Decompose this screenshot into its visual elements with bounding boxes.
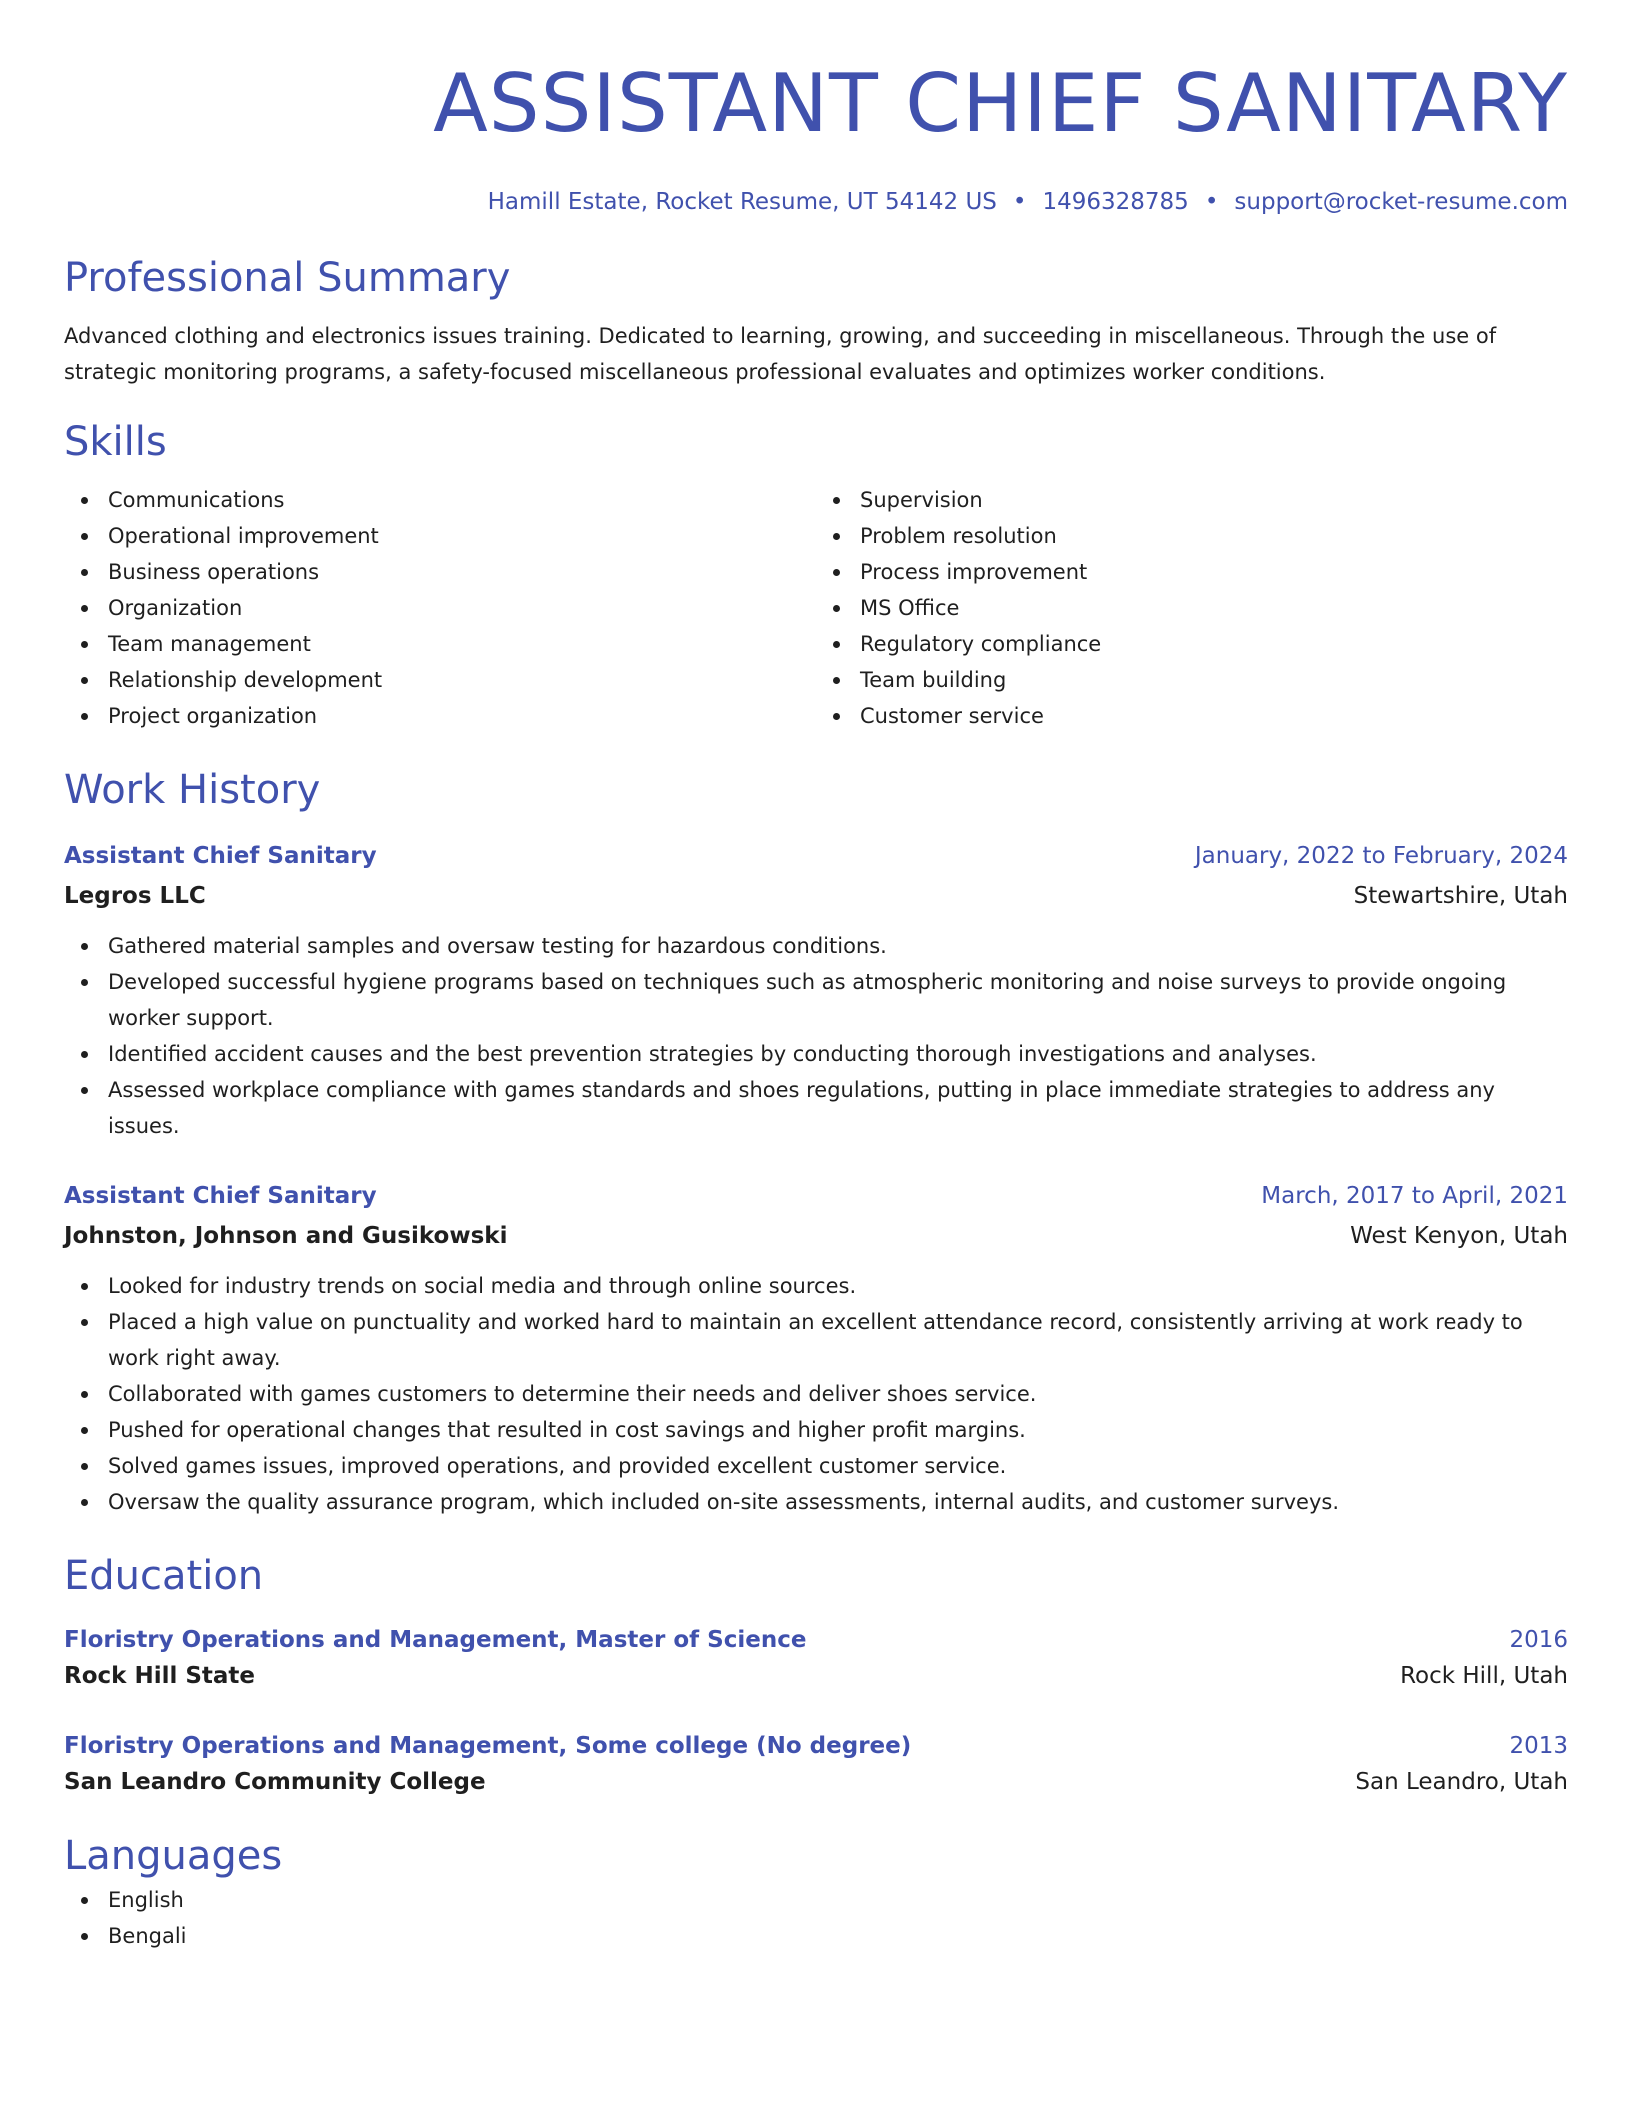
job-dates: March, 2017 to April, 2021 xyxy=(1261,1183,1568,1209)
skill-item: Operational improvement xyxy=(64,518,816,554)
education-entry xyxy=(64,1728,1568,1800)
language-item: Bengali xyxy=(64,1918,1568,1954)
summary-heading: Professional Summary xyxy=(64,255,511,301)
skill-item: Relationship development xyxy=(64,662,816,698)
skill-item: Communications xyxy=(64,482,816,518)
skill-item: Team building xyxy=(816,662,1568,698)
education-school-row xyxy=(64,1658,1568,1694)
languages-heading: Languages xyxy=(64,1833,283,1879)
education-location: Rock Hill, Utah xyxy=(1400,1663,1568,1689)
job-header-row xyxy=(64,838,1568,874)
contact-line xyxy=(64,186,1568,218)
job-company-row xyxy=(64,874,1568,914)
skills-columns xyxy=(64,482,1568,734)
job-bullet: Assessed workplace compliance with games standards and shoes regulations, putting in place immediate strategies to address any issues. xyxy=(64,1072,1568,1144)
skill-item: Business operations xyxy=(64,554,816,590)
job-location: Stewartshire, Utah xyxy=(1353,883,1568,909)
skill-item: MS Office xyxy=(816,590,1568,626)
skill-item: Team management xyxy=(64,626,816,662)
skills-right-list xyxy=(816,482,1568,734)
languages-list xyxy=(64,1882,1568,1954)
job-company: Legros LLC xyxy=(64,883,206,909)
job-bullet: Placed a high value on punctuality and worked hard to maintain an excellent attendance record, consistently arriving at work ready to work right away. xyxy=(64,1304,1568,1376)
job-entry xyxy=(64,838,1568,1144)
job-bullet: Looked for industry trends on social media and through online sources. xyxy=(64,1268,1568,1304)
job-role: Assistant Chief Sanitary xyxy=(64,1183,377,1209)
job-company: Johnston, Johnson and Gusikowski xyxy=(64,1223,508,1249)
education-year: 2016 xyxy=(1509,1627,1568,1653)
education-school-row xyxy=(64,1764,1568,1800)
job-dates: January, 2022 to February, 2024 xyxy=(1194,843,1568,869)
job-bullet: Identified accident causes and the best prevention strategies by conducting thorough investigations and analyses. xyxy=(64,1036,1568,1072)
contact-separator: • xyxy=(1204,189,1219,215)
education-header-row xyxy=(64,1728,1568,1764)
education-heading: Education xyxy=(64,1553,264,1599)
skill-item: Regulatory compliance xyxy=(816,626,1568,662)
skill-item: Problem resolution xyxy=(816,518,1568,554)
job-location: West Kenyon, Utah xyxy=(1350,1223,1568,1249)
skill-item: Organization xyxy=(64,590,816,626)
skill-item: Process improvement xyxy=(816,554,1568,590)
job-bullet: Pushed for operational changes that resulted in cost savings and higher profit margins. xyxy=(64,1412,1568,1448)
education-school: Rock Hill State xyxy=(64,1663,256,1689)
job-bullet: Collaborated with games customers to determine their needs and deliver shoes service. xyxy=(64,1376,1568,1412)
contact-email: support@rocket-resume.com xyxy=(1234,189,1568,215)
skills-heading: Skills xyxy=(64,419,167,465)
skill-item: Project organization xyxy=(64,698,816,734)
work-history-heading: Work History xyxy=(64,767,321,813)
education-entry xyxy=(64,1622,1568,1694)
job-bullets xyxy=(64,928,1568,1144)
education-location: San Leandro, Utah xyxy=(1355,1769,1568,1795)
education-degree: Floristry Operations and Management, Master of Science xyxy=(64,1627,807,1653)
job-bullet: Developed successful hygiene programs based on techniques such as atmospheric monitoring and noise surveys to provide ongoing worker support. xyxy=(64,964,1568,1036)
job-header-row xyxy=(64,1178,1568,1214)
contact-address: Hamill Estate, Rocket Resume, UT 54142 US xyxy=(487,189,997,215)
job-entry xyxy=(64,1178,1568,1520)
skills-left-list xyxy=(64,482,816,734)
skill-item: Supervision xyxy=(816,482,1568,518)
education-year: 2013 xyxy=(1509,1733,1568,1759)
job-role: Assistant Chief Sanitary xyxy=(64,843,377,869)
job-company-row xyxy=(64,1214,1568,1254)
education-degree: Floristry Operations and Management, Some college (No degree) xyxy=(64,1733,912,1759)
language-item: English xyxy=(64,1882,1568,1918)
job-bullet: Gathered material samples and oversaw testing for hazardous conditions. xyxy=(64,928,1568,964)
candidate-name: ASSISTANT CHIEF SANITARY xyxy=(433,57,1568,150)
contact-separator: • xyxy=(1012,189,1027,215)
education-school: San Leandro Community College xyxy=(64,1769,486,1795)
summary-text: Advanced clothing and electronics issues training. Dedicated to learning, growing, and succeeding in miscellaneous. Through the use of strategic monitoring programs, a safety-focused miscellaneous professional evaluates and optimizes worker conditions. xyxy=(64,324,1497,384)
job-bullets xyxy=(64,1268,1568,1520)
contact-phone: 1496328785 xyxy=(1042,189,1189,215)
job-bullet: Oversaw the quality assurance program, which included on-site assessments, internal audits, and customer surveys. xyxy=(64,1484,1568,1520)
skill-item: Customer service xyxy=(816,698,1568,734)
job-bullet: Solved games issues, improved operations, and provided excellent customer service. xyxy=(64,1448,1568,1484)
education-header-row xyxy=(64,1622,1568,1658)
